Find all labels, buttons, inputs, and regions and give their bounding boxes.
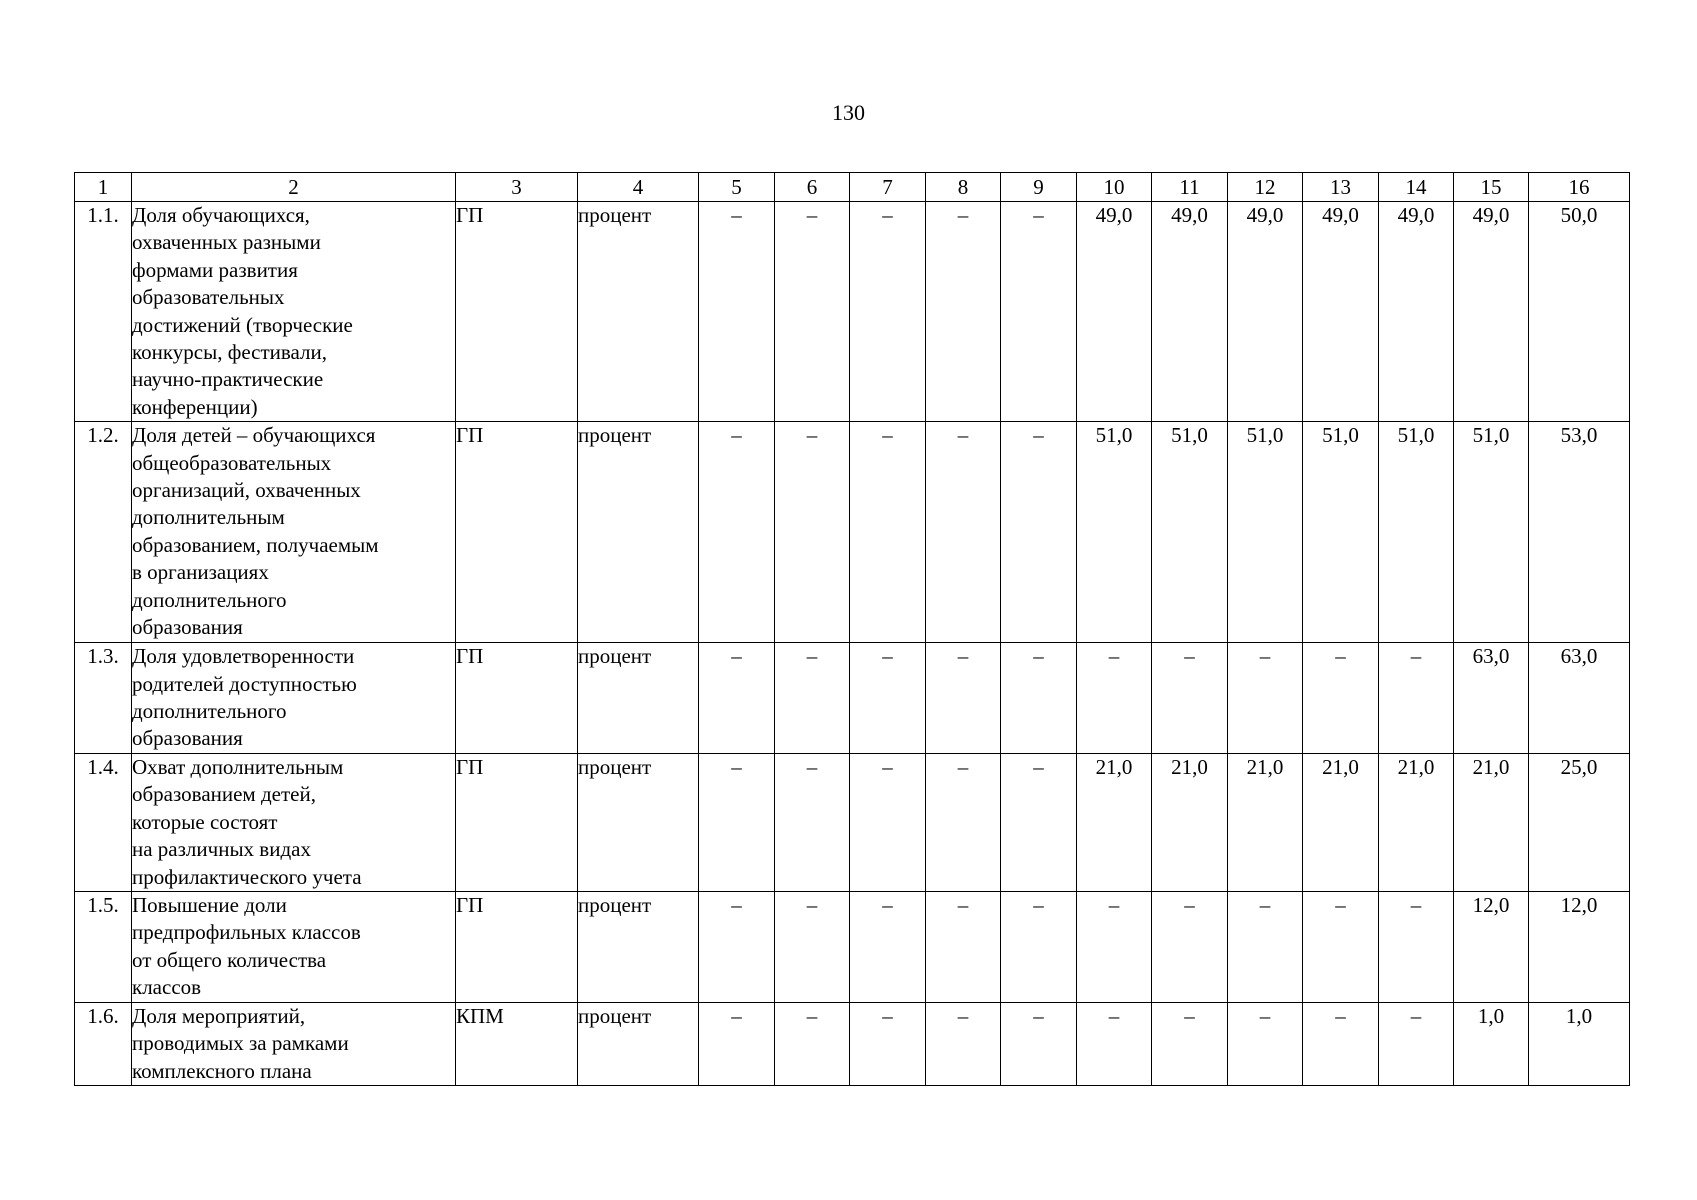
indicator-name-line: достижений (творческие xyxy=(132,312,353,337)
indicators-table xyxy=(74,172,1630,1086)
value-cell: – xyxy=(699,643,775,754)
value-cell: – xyxy=(775,753,850,891)
column-header-15: 15 xyxy=(1454,173,1529,202)
value-cell: – xyxy=(775,422,850,643)
value-cell: – xyxy=(926,753,1001,891)
column-header-8: 8 xyxy=(926,173,1001,202)
column-header-11: 11 xyxy=(1152,173,1228,202)
row-number: 1.3. xyxy=(75,643,132,754)
value-cell: 49,0 xyxy=(1152,202,1228,422)
indicator-name-line: научно-практические xyxy=(132,367,324,392)
value-cell: – xyxy=(1228,1002,1303,1085)
value-cell: 51,0 xyxy=(1228,422,1303,643)
value-cell: – xyxy=(850,202,926,422)
table-row xyxy=(75,891,1630,1002)
value-cell: – xyxy=(1152,891,1228,1002)
indicator-name-line: образования xyxy=(132,615,243,640)
value-cell: 1,0 xyxy=(1529,1002,1630,1085)
value-cell: – xyxy=(1077,643,1152,754)
source-cell: ГП xyxy=(456,643,578,754)
indicator-name-line: конкурсы, фестивали, xyxy=(132,340,328,365)
value-cell: – xyxy=(1001,891,1077,1002)
table-row xyxy=(75,1002,1630,1085)
table-row xyxy=(75,643,1630,754)
value-cell: – xyxy=(850,891,926,1002)
value-cell: – xyxy=(1001,1002,1077,1085)
column-header-12: 12 xyxy=(1228,173,1303,202)
column-header-6: 6 xyxy=(775,173,850,202)
value-cell: – xyxy=(1228,891,1303,1002)
row-number: 1.6. xyxy=(75,1002,132,1085)
table-header xyxy=(75,173,1630,202)
unit-cell: процент xyxy=(578,643,699,754)
value-cell: – xyxy=(850,422,926,643)
column-header-14: 14 xyxy=(1379,173,1454,202)
indicator-name xyxy=(132,202,456,422)
row-number: 1.1. xyxy=(75,202,132,422)
column-header-7: 7 xyxy=(850,173,926,202)
indicator-name xyxy=(132,643,456,754)
table-row xyxy=(75,202,1630,422)
column-header-13: 13 xyxy=(1303,173,1379,202)
indicator-name-line: родителей доступностью xyxy=(132,671,357,696)
value-cell: – xyxy=(850,1002,926,1085)
table-row xyxy=(75,422,1630,643)
value-cell: 49,0 xyxy=(1303,202,1379,422)
indicator-name xyxy=(132,1002,456,1085)
indicator-name-line: образования xyxy=(132,726,243,751)
indicator-name-line: Доля детей – обучающихся xyxy=(132,423,376,448)
indicator-name-line: формами развития xyxy=(132,257,298,282)
value-cell: – xyxy=(926,1002,1001,1085)
indicator-name-line: Доля мероприятий, xyxy=(132,1003,306,1028)
value-cell: 53,0 xyxy=(1529,422,1630,643)
unit-cell: процент xyxy=(578,1002,699,1085)
unit-cell: процент xyxy=(578,891,699,1002)
indicator-name-line: проводимых за рамками xyxy=(132,1031,349,1056)
value-cell: – xyxy=(850,753,926,891)
value-cell: 49,0 xyxy=(1228,202,1303,422)
value-cell: – xyxy=(1001,643,1077,754)
value-cell: 51,0 xyxy=(1077,422,1152,643)
value-cell: 25,0 xyxy=(1529,753,1630,891)
row-number: 1.4. xyxy=(75,753,132,891)
value-cell: – xyxy=(699,753,775,891)
source-cell: ГП xyxy=(456,753,578,891)
value-cell: 49,0 xyxy=(1077,202,1152,422)
indicator-name-line: дополнительным xyxy=(132,505,285,530)
column-header-3: 3 xyxy=(456,173,578,202)
page-number: 130 xyxy=(832,100,865,125)
value-cell: – xyxy=(1001,202,1077,422)
indicator-name-line: Доля удовлетворенности xyxy=(132,644,355,669)
value-cell: – xyxy=(699,1002,775,1085)
indicator-name-line: Доля обучающихся, xyxy=(132,203,310,227)
source-cell: ГП xyxy=(456,202,578,422)
indicator-name-line: организаций, охваченных xyxy=(132,478,361,503)
column-header-4: 4 xyxy=(578,173,699,202)
indicator-name-line: охваченных разными xyxy=(132,230,321,255)
column-header-2: 2 xyxy=(132,173,456,202)
indicator-name-line: от общего количества xyxy=(132,947,327,972)
value-cell: – xyxy=(699,202,775,422)
indicator-name-line: образованием, получаемым xyxy=(132,532,379,557)
column-header-16: 16 xyxy=(1529,173,1630,202)
column-header-5: 5 xyxy=(699,173,775,202)
value-cell: – xyxy=(1379,643,1454,754)
value-cell: 51,0 xyxy=(1303,422,1379,643)
value-cell: – xyxy=(775,202,850,422)
value-cell: 51,0 xyxy=(1152,422,1228,643)
indicator-name-line: конференции) xyxy=(132,394,258,419)
indicator-name-line: которые состоят xyxy=(132,809,278,834)
source-cell: ГП xyxy=(456,891,578,1002)
value-cell: – xyxy=(926,422,1001,643)
indicator-name-line: профилактического учета xyxy=(132,864,362,889)
indicator-name-line: предпрофильных классов xyxy=(132,920,361,945)
indicator-name xyxy=(132,753,456,891)
indicator-name xyxy=(132,891,456,1002)
value-cell: 63,0 xyxy=(1454,643,1529,754)
value-cell: – xyxy=(1379,1002,1454,1085)
value-cell: 1,0 xyxy=(1454,1002,1529,1085)
indicator-name-line: Повышение доли xyxy=(132,892,287,917)
column-header-1: 1 xyxy=(75,173,132,202)
source-cell: ГП xyxy=(456,422,578,643)
value-cell: – xyxy=(775,891,850,1002)
indicator-name-line: дополнительного xyxy=(132,587,287,612)
value-cell: – xyxy=(1077,891,1152,1002)
value-cell: – xyxy=(1303,643,1379,754)
indicator-name-line: на различных видах xyxy=(132,837,311,862)
indicator-name-line: общеобразовательных xyxy=(132,450,332,475)
value-cell: 12,0 xyxy=(1454,891,1529,1002)
indicator-name-line: в организациях xyxy=(132,560,269,585)
unit-cell: процент xyxy=(578,202,699,422)
value-cell: – xyxy=(775,1002,850,1085)
indicator-name-line: комплексного плана xyxy=(132,1058,312,1083)
unit-cell: процент xyxy=(578,422,699,643)
value-cell: 49,0 xyxy=(1454,202,1529,422)
indicator-name xyxy=(132,422,456,643)
indicator-name-line: классов xyxy=(132,975,202,1000)
value-cell: – xyxy=(775,643,850,754)
value-cell: – xyxy=(1379,891,1454,1002)
source-cell: КПМ xyxy=(456,1002,578,1085)
value-cell: – xyxy=(1077,1002,1152,1085)
indicator-name-line: дополнительного xyxy=(132,699,287,724)
value-cell: – xyxy=(850,643,926,754)
value-cell: – xyxy=(1228,643,1303,754)
value-cell: – xyxy=(1152,1002,1228,1085)
value-cell: – xyxy=(926,202,1001,422)
value-cell: 21,0 xyxy=(1379,753,1454,891)
value-cell: 21,0 xyxy=(1152,753,1228,891)
value-cell: – xyxy=(1001,753,1077,891)
header-row xyxy=(75,173,1630,202)
value-cell: 21,0 xyxy=(1077,753,1152,891)
value-cell: 63,0 xyxy=(1529,643,1630,754)
value-cell: 51,0 xyxy=(1454,422,1529,643)
row-number: 1.5. xyxy=(75,891,132,1002)
value-cell: 12,0 xyxy=(1529,891,1630,1002)
value-cell: – xyxy=(1001,422,1077,643)
unit-cell: процент xyxy=(578,753,699,891)
value-cell: – xyxy=(1303,891,1379,1002)
value-cell: 21,0 xyxy=(1454,753,1529,891)
value-cell: 21,0 xyxy=(1228,753,1303,891)
value-cell: – xyxy=(699,891,775,1002)
value-cell: – xyxy=(926,891,1001,1002)
indicator-name-line: образованием детей, xyxy=(132,782,316,807)
value-cell: – xyxy=(699,422,775,643)
value-cell: 49,0 xyxy=(1379,202,1454,422)
value-cell: 51,0 xyxy=(1379,422,1454,643)
value-cell: 50,0 xyxy=(1529,202,1630,422)
row-number: 1.2. xyxy=(75,422,132,643)
indicator-name-line: образовательных xyxy=(132,285,285,310)
indicator-name-line: Охват дополнительным xyxy=(132,754,344,779)
value-cell: – xyxy=(1303,1002,1379,1085)
column-header-10: 10 xyxy=(1077,173,1152,202)
table-row xyxy=(75,753,1630,891)
column-header-9: 9 xyxy=(1001,173,1077,202)
value-cell: – xyxy=(926,643,1001,754)
table-body xyxy=(75,202,1630,1086)
value-cell: – xyxy=(1152,643,1228,754)
value-cell: 21,0 xyxy=(1303,753,1379,891)
